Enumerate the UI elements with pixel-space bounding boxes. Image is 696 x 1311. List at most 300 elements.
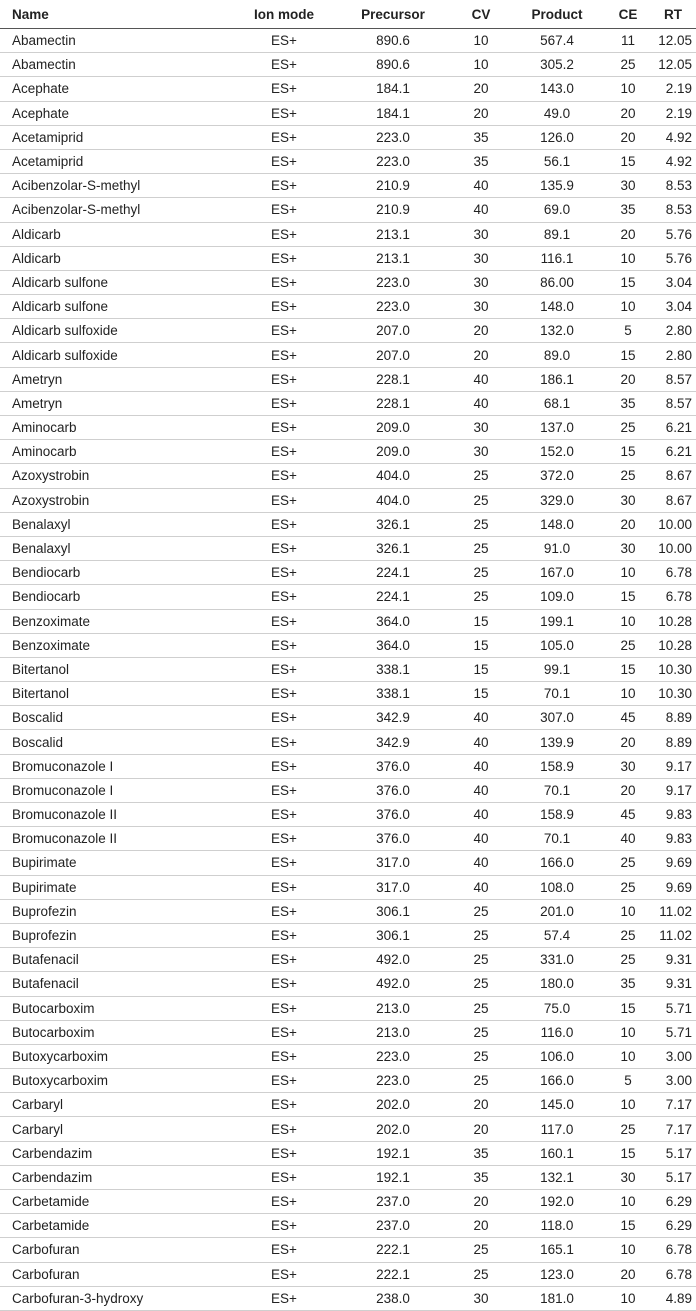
cell-precursor: 223.0 xyxy=(335,1069,451,1093)
cell-cv: 25 xyxy=(451,972,511,996)
cell-cv: 20 xyxy=(451,1214,511,1238)
cell-precursor: 306.1 xyxy=(335,899,451,923)
cell-ion-mode: ES+ xyxy=(233,77,335,101)
cell-cv: 25 xyxy=(451,488,511,512)
cell-ion-mode: ES+ xyxy=(233,1044,335,1068)
cell-ion-mode: ES+ xyxy=(233,899,335,923)
cell-ion-mode: ES+ xyxy=(233,682,335,706)
cell-name: Bitertanol xyxy=(0,657,233,681)
cell-ion-mode: ES+ xyxy=(233,778,335,802)
cell-cv: 25 xyxy=(451,948,511,972)
cell-precursor: 492.0 xyxy=(335,972,451,996)
cell-cv: 10 xyxy=(451,53,511,77)
cell-product: 118.0 xyxy=(511,1214,603,1238)
table-row xyxy=(0,488,696,512)
cell-product: 192.0 xyxy=(511,1190,603,1214)
cell-ion-mode: ES+ xyxy=(233,319,335,343)
table-row xyxy=(0,174,696,198)
cell-ce: 25 xyxy=(603,948,653,972)
cell-rt: 6.21 xyxy=(653,440,696,464)
cell-rt: 8.89 xyxy=(653,730,696,754)
cell-cv: 20 xyxy=(451,319,511,343)
cell-cv: 20 xyxy=(451,101,511,125)
table-row xyxy=(0,246,696,270)
table-row xyxy=(0,343,696,367)
cell-cv: 30 xyxy=(451,416,511,440)
cell-ion-mode: ES+ xyxy=(233,875,335,899)
cell-precursor: 213.0 xyxy=(335,996,451,1020)
cell-product: 331.0 xyxy=(511,948,603,972)
cell-product: 199.1 xyxy=(511,609,603,633)
cell-name: Abamectin xyxy=(0,29,233,53)
cell-ce: 20 xyxy=(603,367,653,391)
cell-rt: 2.19 xyxy=(653,101,696,125)
cell-precursor: 202.0 xyxy=(335,1117,451,1141)
cell-name: Bromuconazole I xyxy=(0,778,233,802)
cell-name: Acibenzolar-S-methyl xyxy=(0,174,233,198)
cell-cv: 40 xyxy=(451,754,511,778)
cell-ce: 10 xyxy=(603,246,653,270)
cell-ce: 20 xyxy=(603,1262,653,1286)
cell-precursor: 376.0 xyxy=(335,827,451,851)
table-row xyxy=(0,972,696,996)
cell-name: Bromuconazole II xyxy=(0,827,233,851)
table-row xyxy=(0,53,696,77)
table-row xyxy=(0,803,696,827)
cell-rt: 10.00 xyxy=(653,512,696,536)
table-row xyxy=(0,1069,696,1093)
header-row xyxy=(0,0,696,29)
table-header xyxy=(0,0,696,29)
cell-product: 305.2 xyxy=(511,53,603,77)
cell-name: Benalaxyl xyxy=(0,512,233,536)
cell-ce: 15 xyxy=(603,270,653,294)
cell-ion-mode: ES+ xyxy=(233,512,335,536)
cell-precursor: 224.1 xyxy=(335,561,451,585)
cell-name: Aldicarb sulfone xyxy=(0,270,233,294)
cell-precursor: 213.1 xyxy=(335,246,451,270)
cell-name: Butoxycarboxim xyxy=(0,1044,233,1068)
cell-ce: 10 xyxy=(603,1286,653,1310)
cell-ion-mode: ES+ xyxy=(233,1093,335,1117)
cell-ce: 25 xyxy=(603,1117,653,1141)
cell-cv: 25 xyxy=(451,561,511,585)
cell-name: Acephate xyxy=(0,101,233,125)
cell-ion-mode: ES+ xyxy=(233,29,335,53)
cell-cv: 20 xyxy=(451,1190,511,1214)
cell-name: Carbendazim xyxy=(0,1141,233,1165)
cell-precursor: 184.1 xyxy=(335,77,451,101)
cell-cv: 15 xyxy=(451,657,511,681)
table-row xyxy=(0,101,696,125)
cell-cv: 35 xyxy=(451,125,511,149)
table-row xyxy=(0,827,696,851)
table-row xyxy=(0,1093,696,1117)
cell-precursor: 326.1 xyxy=(335,512,451,536)
cell-ce: 20 xyxy=(603,512,653,536)
cell-cv: 15 xyxy=(451,682,511,706)
cell-name: Bitertanol xyxy=(0,682,233,706)
cell-name: Aldicarb sulfone xyxy=(0,295,233,319)
cell-rt: 4.89 xyxy=(653,1286,696,1310)
cell-cv: 25 xyxy=(451,585,511,609)
cell-ion-mode: ES+ xyxy=(233,1190,335,1214)
cell-rt: 10.30 xyxy=(653,682,696,706)
cell-rt: 2.80 xyxy=(653,343,696,367)
cell-precursor: 338.1 xyxy=(335,657,451,681)
cell-precursor: 376.0 xyxy=(335,778,451,802)
cell-cv: 40 xyxy=(451,706,511,730)
table-row xyxy=(0,996,696,1020)
table-row xyxy=(0,391,696,415)
table-row xyxy=(0,657,696,681)
cell-product: 201.0 xyxy=(511,899,603,923)
cell-ce: 10 xyxy=(603,1093,653,1117)
cell-product: 160.1 xyxy=(511,1141,603,1165)
cell-ion-mode: ES+ xyxy=(233,1117,335,1141)
cell-cv: 30 xyxy=(451,295,511,319)
cell-cv: 35 xyxy=(451,149,511,173)
cell-name: Butocarboxim xyxy=(0,996,233,1020)
cell-product: 148.0 xyxy=(511,512,603,536)
cell-cv: 15 xyxy=(451,633,511,657)
cell-product: 116.1 xyxy=(511,246,603,270)
cell-name: Aldicarb xyxy=(0,246,233,270)
cell-rt: 10.28 xyxy=(653,633,696,657)
cell-product: 123.0 xyxy=(511,1262,603,1286)
cell-rt: 8.67 xyxy=(653,488,696,512)
table-row xyxy=(0,778,696,802)
cell-precursor: 364.0 xyxy=(335,633,451,657)
cell-cv: 30 xyxy=(451,270,511,294)
cell-cv: 40 xyxy=(451,851,511,875)
cell-rt: 10.00 xyxy=(653,536,696,560)
cell-rt: 8.53 xyxy=(653,198,696,222)
cell-precursor: 342.9 xyxy=(335,706,451,730)
cell-product: 116.0 xyxy=(511,1020,603,1044)
cell-name: Abamectin xyxy=(0,53,233,77)
cell-precursor: 338.1 xyxy=(335,682,451,706)
table-row xyxy=(0,222,696,246)
cell-cv: 40 xyxy=(451,827,511,851)
cell-precursor: 228.1 xyxy=(335,391,451,415)
cell-name: Ametryn xyxy=(0,367,233,391)
cell-precursor: 237.0 xyxy=(335,1190,451,1214)
cell-product: 57.4 xyxy=(511,923,603,947)
cell-precursor: 404.0 xyxy=(335,488,451,512)
cell-cv: 40 xyxy=(451,367,511,391)
cell-rt: 9.17 xyxy=(653,778,696,802)
cell-rt: 5.17 xyxy=(653,1141,696,1165)
cell-ion-mode: ES+ xyxy=(233,633,335,657)
cell-name: Benzoximate xyxy=(0,609,233,633)
cell-name: Bromuconazole II xyxy=(0,803,233,827)
cell-precursor: 223.0 xyxy=(335,270,451,294)
cell-precursor: 192.1 xyxy=(335,1165,451,1189)
cell-cv: 25 xyxy=(451,1238,511,1262)
cell-cv: 40 xyxy=(451,803,511,827)
table-row xyxy=(0,440,696,464)
header-ion-mode: Ion mode xyxy=(233,0,335,29)
cell-ce: 10 xyxy=(603,899,653,923)
cell-product: 70.1 xyxy=(511,778,603,802)
cell-ce: 30 xyxy=(603,488,653,512)
cell-ce: 10 xyxy=(603,1238,653,1262)
cell-ion-mode: ES+ xyxy=(233,1069,335,1093)
cell-product: 143.0 xyxy=(511,77,603,101)
cell-ce: 11 xyxy=(603,29,653,53)
cell-precursor: 317.0 xyxy=(335,851,451,875)
cell-product: 167.0 xyxy=(511,561,603,585)
table-row xyxy=(0,923,696,947)
header-product: Product xyxy=(511,0,603,29)
cell-product: 69.0 xyxy=(511,198,603,222)
table-row xyxy=(0,270,696,294)
table-row xyxy=(0,1165,696,1189)
cell-product: 186.1 xyxy=(511,367,603,391)
cell-name: Carbofuran xyxy=(0,1262,233,1286)
cell-product: 106.0 xyxy=(511,1044,603,1068)
cell-name: Acephate xyxy=(0,77,233,101)
table-row xyxy=(0,1141,696,1165)
cell-name: Butafenacil xyxy=(0,972,233,996)
cell-ce: 20 xyxy=(603,778,653,802)
cell-cv: 40 xyxy=(451,778,511,802)
cell-rt: 5.71 xyxy=(653,996,696,1020)
cell-ion-mode: ES+ xyxy=(233,1214,335,1238)
cell-ion-mode: ES+ xyxy=(233,246,335,270)
cell-product: 372.0 xyxy=(511,464,603,488)
cell-rt: 6.78 xyxy=(653,1262,696,1286)
cell-rt: 6.29 xyxy=(653,1190,696,1214)
cell-product: 99.1 xyxy=(511,657,603,681)
cell-product: 117.0 xyxy=(511,1117,603,1141)
cell-ion-mode: ES+ xyxy=(233,1020,335,1044)
cell-product: 137.0 xyxy=(511,416,603,440)
cell-product: 181.0 xyxy=(511,1286,603,1310)
table-row xyxy=(0,585,696,609)
cell-name: Carbaryl xyxy=(0,1117,233,1141)
cell-name: Aldicarb sulfoxide xyxy=(0,319,233,343)
cell-name: Butocarboxim xyxy=(0,1020,233,1044)
table-row xyxy=(0,730,696,754)
cell-cv: 30 xyxy=(451,246,511,270)
header-cv: CV xyxy=(451,0,511,29)
table-row xyxy=(0,77,696,101)
table-row xyxy=(0,561,696,585)
cell-cv: 25 xyxy=(451,1262,511,1286)
cell-product: 89.0 xyxy=(511,343,603,367)
cell-ion-mode: ES+ xyxy=(233,125,335,149)
table-row xyxy=(0,149,696,173)
cell-rt: 8.57 xyxy=(653,367,696,391)
cell-precursor: 207.0 xyxy=(335,319,451,343)
cell-product: 307.0 xyxy=(511,706,603,730)
cell-ce: 10 xyxy=(603,77,653,101)
cell-rt: 6.78 xyxy=(653,1238,696,1262)
cell-ion-mode: ES+ xyxy=(233,198,335,222)
cell-ion-mode: ES+ xyxy=(233,657,335,681)
cell-ce: 10 xyxy=(603,1020,653,1044)
table-row xyxy=(0,29,696,53)
cell-ion-mode: ES+ xyxy=(233,1262,335,1286)
cell-ce: 10 xyxy=(603,1044,653,1068)
cell-name: Butafenacil xyxy=(0,948,233,972)
cell-name: Acetamiprid xyxy=(0,149,233,173)
cell-rt: 2.19 xyxy=(653,77,696,101)
cell-rt: 2.80 xyxy=(653,319,696,343)
cell-rt: 9.83 xyxy=(653,803,696,827)
cell-product: 165.1 xyxy=(511,1238,603,1262)
cell-name: Buprofezin xyxy=(0,923,233,947)
table-row xyxy=(0,367,696,391)
cell-name: Aldicarb sulfoxide xyxy=(0,343,233,367)
cell-cv: 25 xyxy=(451,996,511,1020)
cell-name: Benalaxyl xyxy=(0,536,233,560)
cell-name: Bendiocarb xyxy=(0,585,233,609)
cell-product: 86.00 xyxy=(511,270,603,294)
cell-product: 139.9 xyxy=(511,730,603,754)
table-row xyxy=(0,319,696,343)
cell-ce: 10 xyxy=(603,1190,653,1214)
cell-ion-mode: ES+ xyxy=(233,53,335,77)
cell-rt: 12.05 xyxy=(653,53,696,77)
cell-product: 68.1 xyxy=(511,391,603,415)
cell-name: Boscalid xyxy=(0,706,233,730)
cell-product: 166.0 xyxy=(511,1069,603,1093)
cell-precursor: 207.0 xyxy=(335,343,451,367)
cell-name: Acetamiprid xyxy=(0,125,233,149)
cell-ce: 30 xyxy=(603,174,653,198)
cell-ce: 15 xyxy=(603,996,653,1020)
cell-cv: 20 xyxy=(451,1117,511,1141)
cell-precursor: 213.1 xyxy=(335,222,451,246)
header-rt: RT xyxy=(653,0,696,29)
cell-ce: 10 xyxy=(603,295,653,319)
table-row xyxy=(0,1044,696,1068)
cell-name: Acibenzolar-S-methyl xyxy=(0,198,233,222)
cell-rt: 9.69 xyxy=(653,875,696,899)
table-row xyxy=(0,875,696,899)
cell-cv: 40 xyxy=(451,198,511,222)
header-name: Name xyxy=(0,0,233,29)
cell-ce: 15 xyxy=(603,657,653,681)
cell-name: Azoxystrobin xyxy=(0,488,233,512)
cell-product: 132.0 xyxy=(511,319,603,343)
cell-rt: 7.17 xyxy=(653,1117,696,1141)
cell-rt: 9.83 xyxy=(653,827,696,851)
cell-product: 56.1 xyxy=(511,149,603,173)
cell-precursor: 317.0 xyxy=(335,875,451,899)
table-row xyxy=(0,706,696,730)
cell-product: 70.1 xyxy=(511,827,603,851)
cell-product: 91.0 xyxy=(511,536,603,560)
cell-rt: 6.78 xyxy=(653,585,696,609)
cell-cv: 30 xyxy=(451,1286,511,1310)
cell-precursor: 890.6 xyxy=(335,53,451,77)
cell-rt: 7.17 xyxy=(653,1093,696,1117)
cell-cv: 25 xyxy=(451,1044,511,1068)
cell-cv: 40 xyxy=(451,730,511,754)
cell-precursor: 222.1 xyxy=(335,1262,451,1286)
cell-name: Benzoximate xyxy=(0,633,233,657)
cell-cv: 20 xyxy=(451,77,511,101)
cell-ce: 45 xyxy=(603,706,653,730)
cell-ce: 25 xyxy=(603,633,653,657)
cell-ion-mode: ES+ xyxy=(233,149,335,173)
cell-ce: 35 xyxy=(603,972,653,996)
cell-ce: 20 xyxy=(603,101,653,125)
cell-ce: 30 xyxy=(603,536,653,560)
cell-name: Bromuconazole I xyxy=(0,754,233,778)
cell-ce: 10 xyxy=(603,561,653,585)
cell-ion-mode: ES+ xyxy=(233,488,335,512)
cell-ce: 20 xyxy=(603,730,653,754)
cell-rt: 5.17 xyxy=(653,1165,696,1189)
cell-product: 567.4 xyxy=(511,29,603,53)
cell-rt: 4.92 xyxy=(653,149,696,173)
cell-cv: 10 xyxy=(451,29,511,53)
cell-rt: 11.02 xyxy=(653,899,696,923)
cell-cv: 40 xyxy=(451,875,511,899)
cell-precursor: 492.0 xyxy=(335,948,451,972)
cell-ion-mode: ES+ xyxy=(233,295,335,319)
cell-precursor: 404.0 xyxy=(335,464,451,488)
table-row xyxy=(0,1117,696,1141)
cell-ce: 15 xyxy=(603,149,653,173)
cell-ion-mode: ES+ xyxy=(233,923,335,947)
cell-precursor: 223.0 xyxy=(335,125,451,149)
cell-ion-mode: ES+ xyxy=(233,948,335,972)
cell-rt: 10.30 xyxy=(653,657,696,681)
cell-rt: 5.76 xyxy=(653,222,696,246)
cell-ce: 10 xyxy=(603,682,653,706)
cell-cv: 25 xyxy=(451,464,511,488)
cell-product: 166.0 xyxy=(511,851,603,875)
table-row xyxy=(0,948,696,972)
cell-ion-mode: ES+ xyxy=(233,851,335,875)
cell-ce: 15 xyxy=(603,1214,653,1238)
cell-cv: 20 xyxy=(451,343,511,367)
cell-rt: 12.05 xyxy=(653,29,696,53)
cell-cv: 25 xyxy=(451,1069,511,1093)
cell-cv: 40 xyxy=(451,174,511,198)
cell-ce: 15 xyxy=(603,585,653,609)
cell-precursor: 209.0 xyxy=(335,440,451,464)
cell-ion-mode: ES+ xyxy=(233,270,335,294)
table-row xyxy=(0,1190,696,1214)
cell-ion-mode: ES+ xyxy=(233,440,335,464)
cell-ce: 35 xyxy=(603,391,653,415)
cell-ce: 25 xyxy=(603,416,653,440)
cell-ce: 5 xyxy=(603,1069,653,1093)
table-row xyxy=(0,464,696,488)
cell-rt: 8.57 xyxy=(653,391,696,415)
cell-ce: 20 xyxy=(603,125,653,149)
cell-rt: 6.78 xyxy=(653,561,696,585)
cell-ion-mode: ES+ xyxy=(233,536,335,560)
cell-cv: 25 xyxy=(451,899,511,923)
cell-ion-mode: ES+ xyxy=(233,754,335,778)
cell-cv: 30 xyxy=(451,222,511,246)
cell-name: Carbofuran xyxy=(0,1238,233,1262)
cell-ion-mode: ES+ xyxy=(233,222,335,246)
cell-ion-mode: ES+ xyxy=(233,1165,335,1189)
cell-ce: 45 xyxy=(603,803,653,827)
table-row xyxy=(0,851,696,875)
cell-precursor: 342.9 xyxy=(335,730,451,754)
cell-product: 180.0 xyxy=(511,972,603,996)
